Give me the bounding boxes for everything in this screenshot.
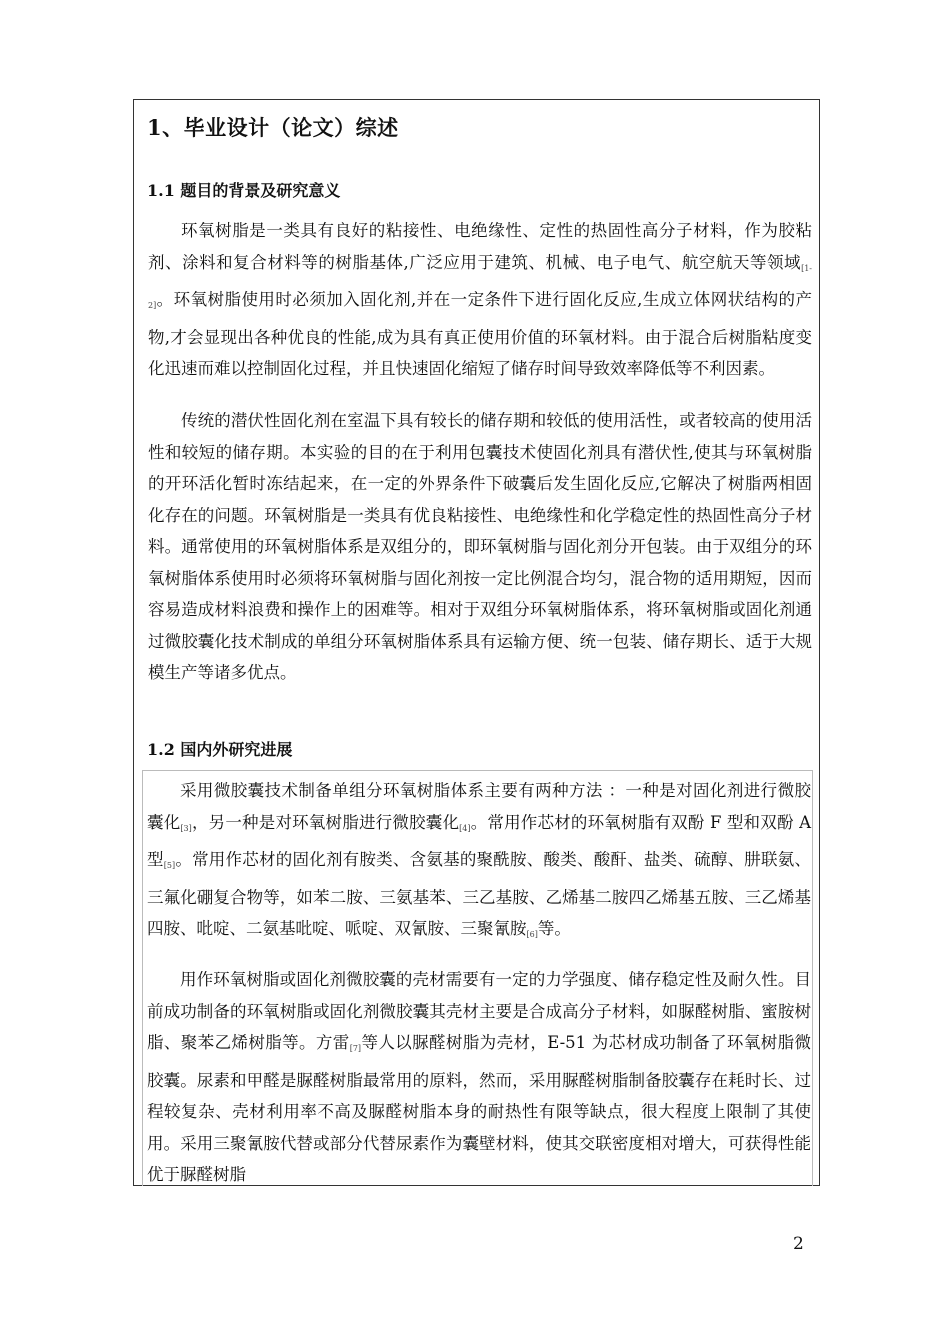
text: 环氧树脂是一类具有良好的粘接性、电绝缘性、定性的热固性高分子材料，作为胶粘剂、涂料和复合材料等的树脂基体,广泛应用于建筑、机械、电子电气、航空航天等领域	[148, 221, 812, 272]
text: ，另一种是对环氧树脂进行微胶囊化	[191, 812, 460, 832]
paragraph-background-2: 传统的潜伏性固化剂在室温下具有较长的储存期和较低的使用活性，或者较高的使用活性和较短的储存期。本实验的目的在于利用包囊技术使固化剂具有潜伏性,使其与环氧树脂的开环活化暂时冻结起来，在一定的外界条件下破囊后发生固化反应,它解决了树脂两相固化存在的问题。环氧树脂是一类具有优良粘接性、电绝缘性和化学稳定性的热固性高分子材料。通常使用的环氧树脂体系是双组分的，即环氧树脂与固化剂分开包装。由于双组分的环氧树脂体系使用时必须将环氧树脂与固化剂按一定比例混合均匀，混合物的适用期短，因而容易造成材料浪费和操作上的困难等。相对于双组分环氧树脂体系，将环氧树脂或固化剂通过微胶囊化技术制成的单组分环氧树脂体系具有运输方便、统一包装、储存期长、适于大规模生产等诸多优点。	[148, 411, 812, 682]
text: 。常用作芯材的固化剂有胺类、含氨基的聚酰胺、酸类、酸酐、盐类、硫醇、肼联氨、三氟化硼复合物等，如苯二胺、三氨基苯、三乙基胺、乙烯基二胺四乙烯基五胺、三乙烯基四胺、吡啶、二氨基吡啶、哌啶、双氰胺、三聚氰胺	[147, 850, 812, 938]
subsection-progress-title: 1.2 国内外研究进展	[147, 740, 293, 759]
citation-ref: [4]	[459, 823, 471, 833]
page-number: 2	[793, 1234, 804, 1254]
paragraph-background-1	[148, 215, 812, 385]
citation-ref: [6]	[526, 930, 538, 939]
paragraph-progress-1	[147, 775, 811, 951]
inner-content-clip	[134, 770, 819, 1185]
text: 等。	[537, 919, 571, 938]
text: 等人以脲醛树脂为壳材，E-51 为芯材成功制备了环氧树脂微胶囊。尿素和甲醛是脲醛树脂最常用的原料，然而，采用脲醛树脂制备胶囊存在耗时长、过程较复杂、壳材利用率不高及脲醛树脂本身的耐热性有限等缺点，很大程度上限制了其使用。采用三聚氰胺代替或部分代替尿素作为囊壁材料，使其交联密度相对增大，可获得性能优于脲醛树脂	[147, 1033, 812, 1184]
citation-ref: [1-2]	[148, 263, 812, 310]
subsection-background-title: 1.1 题目的背景及研究意义	[147, 181, 341, 200]
text: 采用微胶囊技术制备单组分环氧树脂体系主要有两种方法 ：一种是对固化剂进行微胶囊化	[147, 781, 811, 832]
paragraph-progress-2	[147, 964, 811, 1185]
citation-ref: [7]	[349, 1044, 362, 1053]
text: 。环氧树脂使用时必须加入固化剂,并在一定条件下进行固化反应,生成立体网状结构的产物,才会显现出各种优良的性能,成为具有真正使用价值的环氧材料。由于混合后树脂粘度变化迅速而难以控制固化过程，并且快速固化缩短了储存时间导致效率降低等不利因素。	[148, 290, 812, 378]
section-title: 1、毕业设计（论文）综述	[147, 115, 399, 140]
citation-ref: [5]	[163, 861, 176, 870]
text: 用作环氧树脂或固化剂微胶囊的壳材需要有一定的力学强度、储存稳定性及耐久性。目前成功制备的环氧树脂或固化剂微胶囊其壳材主要是合成高分子材料，如脲醛树脂、蜜胺树脂、聚苯乙烯树脂等。方雷	[147, 970, 811, 1052]
text: 。常用作芯材的环氧树脂有双酚 F 型和双酚 A 型	[147, 812, 812, 869]
citation-ref: [3]	[180, 823, 192, 833]
